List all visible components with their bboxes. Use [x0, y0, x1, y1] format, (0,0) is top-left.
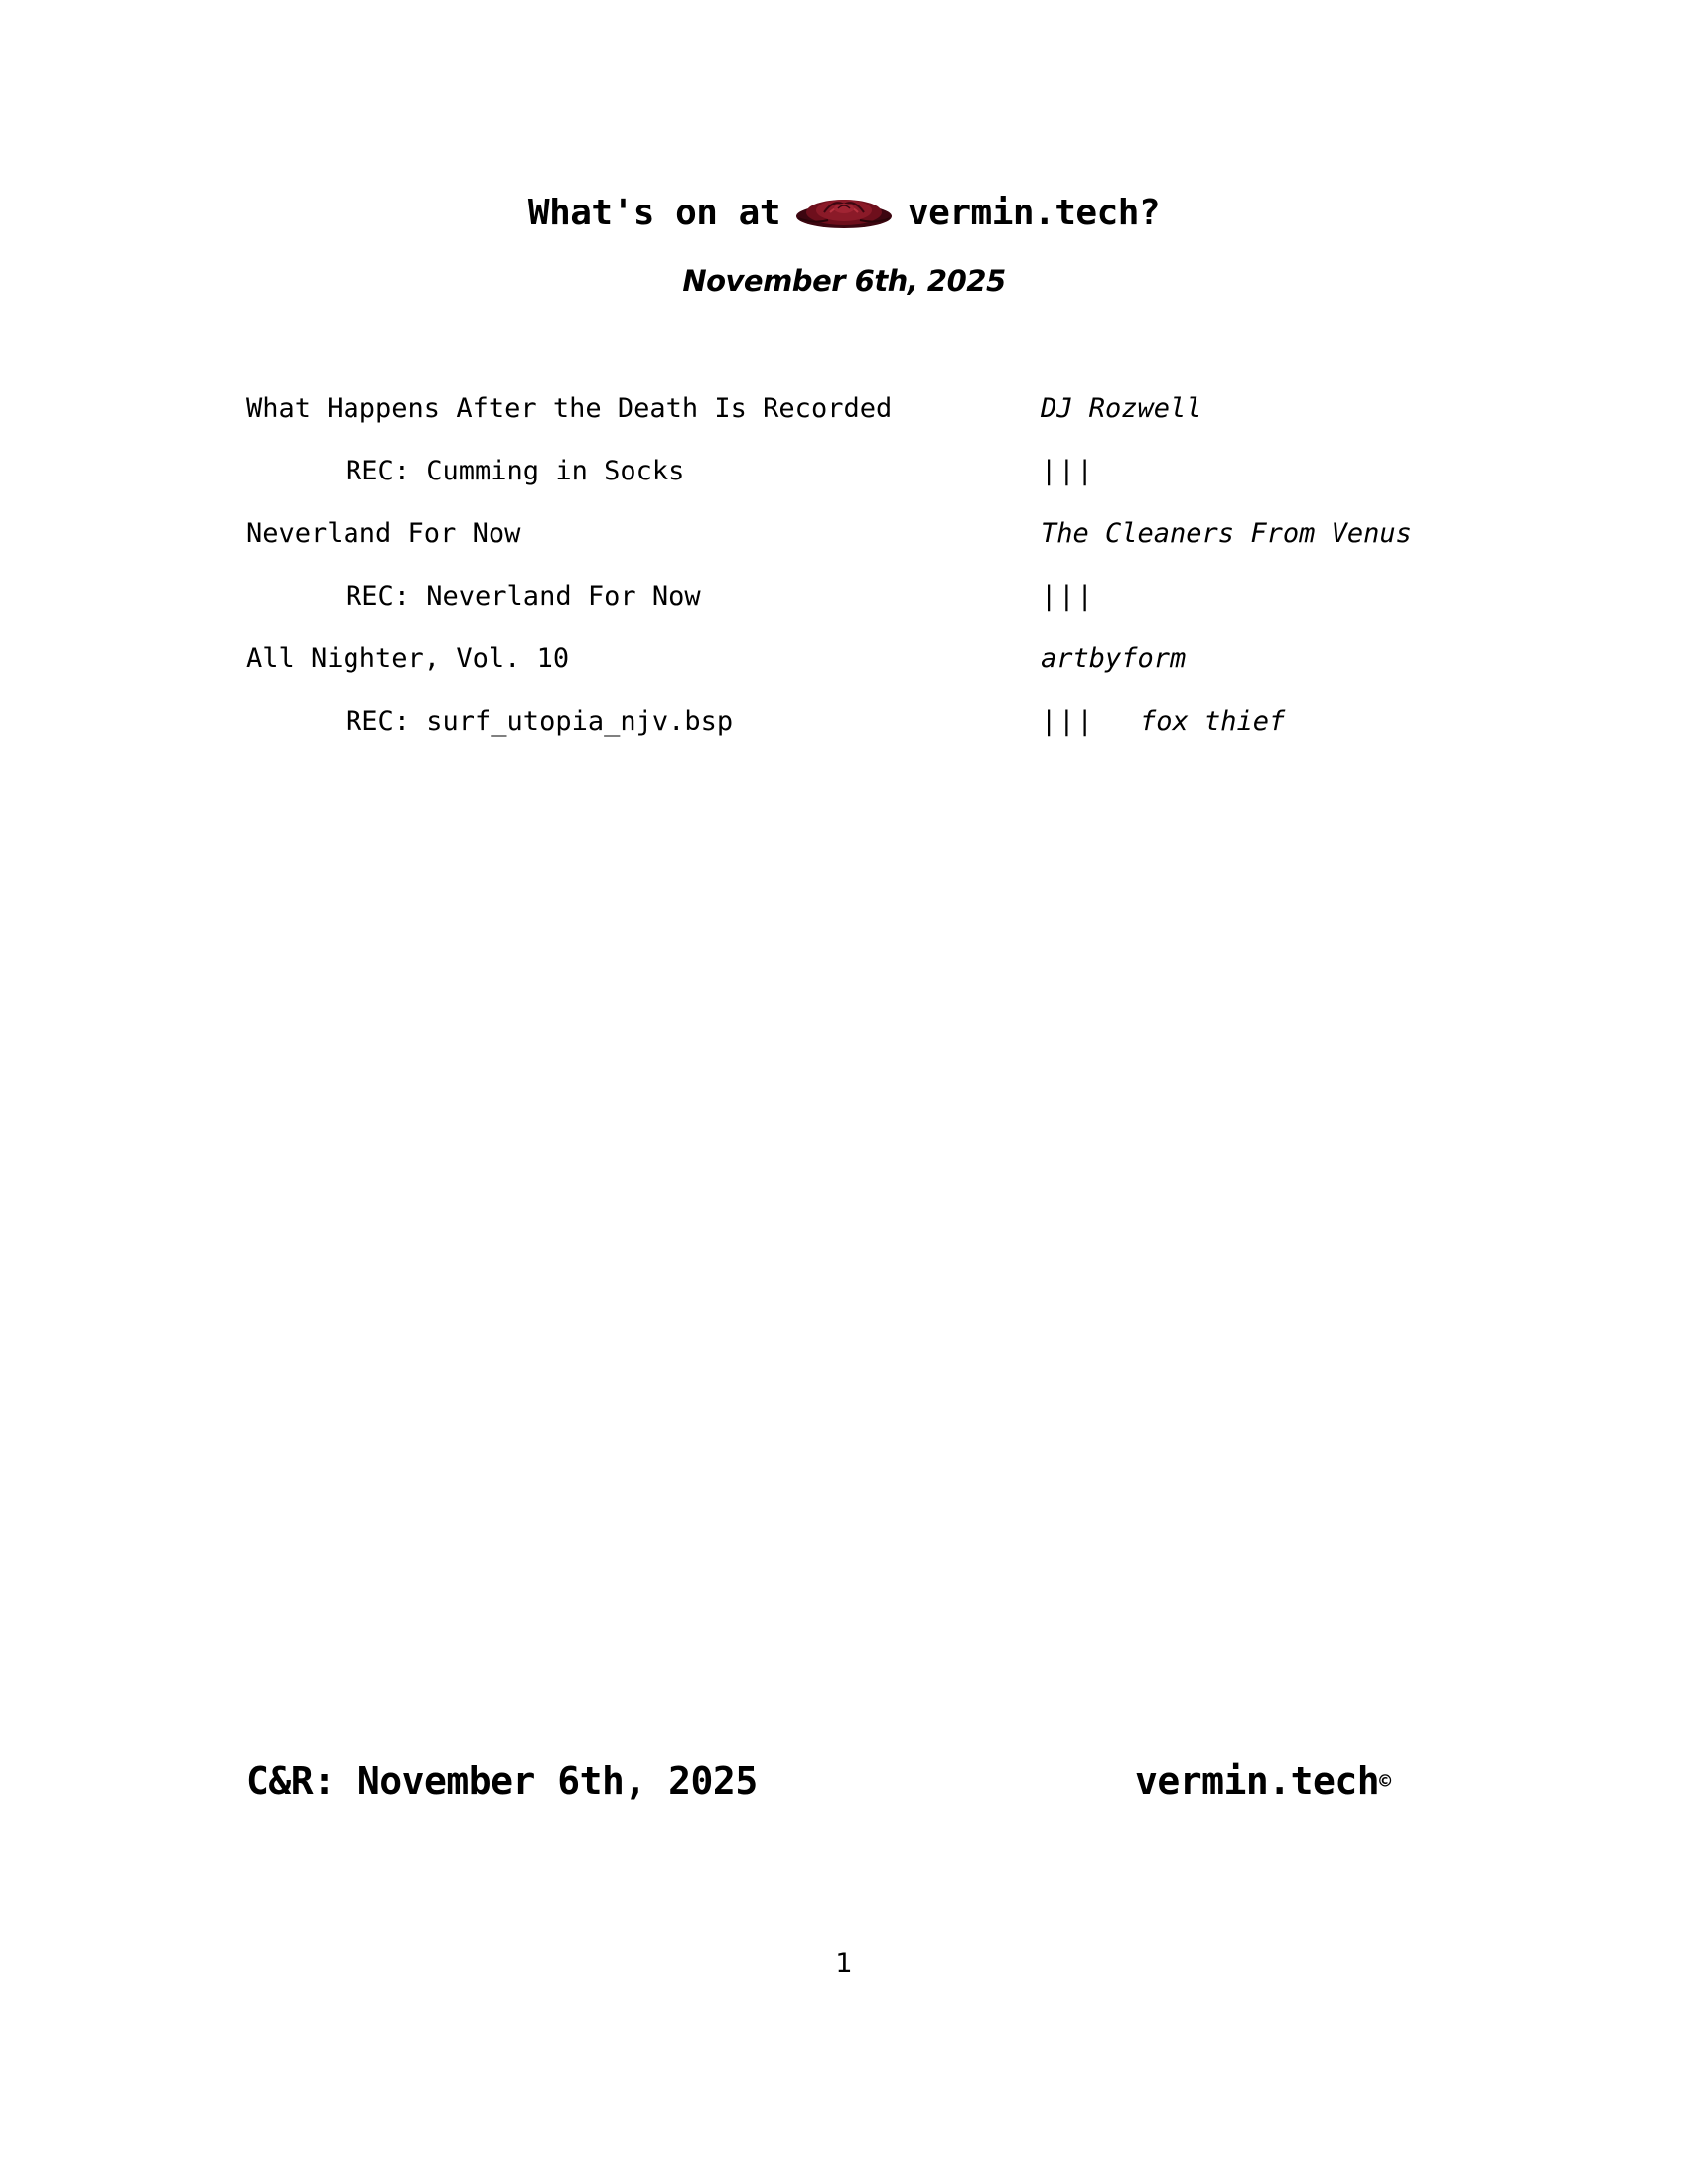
rec-marker-group	[1041, 702, 1286, 742]
copyright-icon: ©	[1379, 1769, 1391, 1793]
show-artist: artbyform	[1041, 643, 1187, 674]
rec-marker: |||	[1041, 706, 1095, 737]
rec-title: REC: Cumming in Socks	[346, 456, 685, 486]
rec-marker-group	[1041, 577, 1095, 616]
rec-title: REC: Neverland For Now	[346, 581, 701, 612]
show-title: All Nighter, Vol. 10	[246, 643, 570, 674]
schedule-rec-row	[246, 577, 1438, 639]
show-artist: DJ Rozwell	[1041, 393, 1202, 424]
schedule-rec-row	[246, 702, 1438, 764]
title-prefix: What's on at	[527, 192, 780, 233]
rose-icon	[794, 191, 894, 234]
rec-marker: |||	[1041, 456, 1095, 486]
page-header	[0, 191, 1688, 298]
title-suffix: vermin.tech?	[908, 192, 1161, 233]
footer-brand	[1135, 1759, 1391, 1803]
show-title: What Happens After the Death Is Recorded	[246, 393, 893, 424]
rec-title: REC: surf_utopia_njv.bsp	[346, 706, 734, 737]
schedule-row	[246, 639, 1438, 702]
schedule-row	[246, 389, 1438, 452]
rec-marker-group	[1041, 452, 1095, 491]
page-number: 1	[835, 1948, 853, 1979]
show-artist: The Cleaners From Venus	[1041, 518, 1412, 549]
schedule-list	[246, 389, 1438, 764]
footer-brand-name: vermin.tech	[1135, 1759, 1380, 1803]
footer-date: C&R: November 6th, 2025	[246, 1759, 758, 1803]
page-date: November 6th, 2025	[682, 264, 1006, 298]
rec-by-artist: fox thief	[1140, 706, 1286, 737]
schedule-row	[246, 514, 1438, 577]
schedule-rec-row	[246, 452, 1438, 514]
rec-marker: |||	[1041, 581, 1095, 612]
page-title	[0, 191, 1688, 234]
show-title: Neverland For Now	[246, 518, 521, 549]
